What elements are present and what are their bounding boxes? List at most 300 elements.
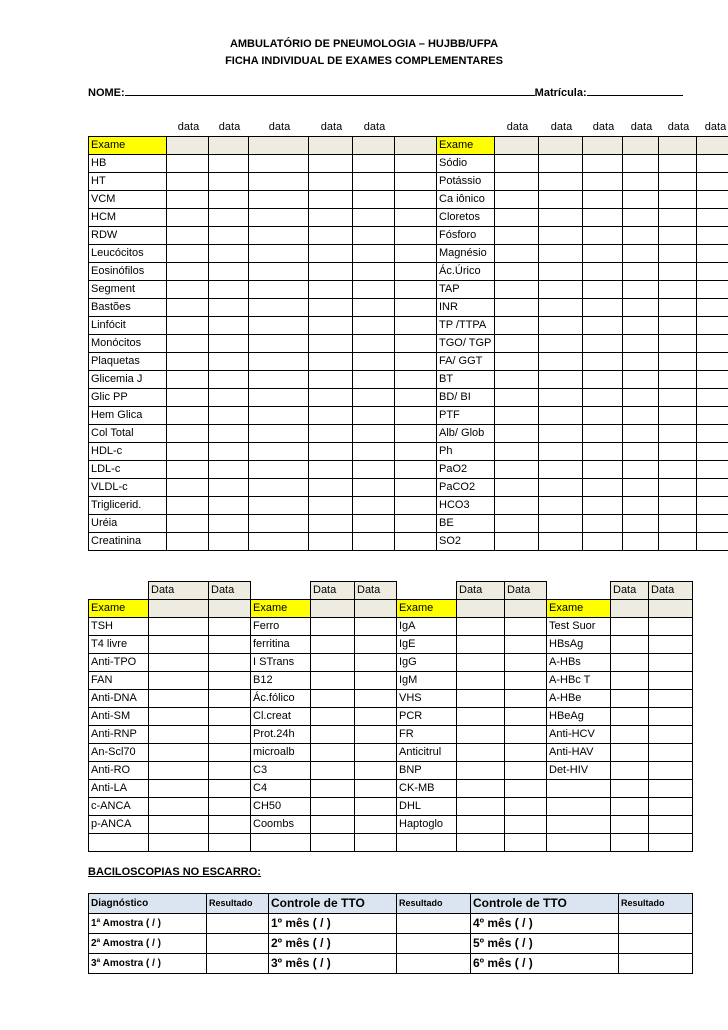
result-cell[interactable] <box>309 425 353 443</box>
result-cell[interactable] <box>207 934 269 954</box>
result-cell[interactable] <box>697 263 728 281</box>
result-cell[interactable] <box>309 227 353 245</box>
result-cell[interactable] <box>249 497 309 515</box>
result-cell[interactable] <box>209 155 249 173</box>
result-cell[interactable] <box>697 425 728 443</box>
result-cell[interactable] <box>659 227 697 245</box>
result-cell[interactable] <box>495 371 539 389</box>
result-cell[interactable] <box>209 533 249 551</box>
result-cell[interactable] <box>583 461 623 479</box>
result-cell[interactable] <box>457 726 505 744</box>
result-cell[interactable] <box>505 708 547 726</box>
result-cell[interactable] <box>539 191 583 209</box>
result-cell[interactable] <box>167 245 209 263</box>
result-cell[interactable] <box>539 479 583 497</box>
result-cell[interactable] <box>249 173 309 191</box>
result-cell[interactable] <box>583 425 623 443</box>
result-cell[interactable] <box>583 515 623 533</box>
result-cell[interactable] <box>395 353 437 371</box>
result-cell[interactable] <box>249 479 309 497</box>
result-cell[interactable] <box>167 389 209 407</box>
result-cell[interactable] <box>659 155 697 173</box>
result-cell[interactable] <box>149 798 209 816</box>
result-cell[interactable] <box>495 299 539 317</box>
result-cell[interactable] <box>309 299 353 317</box>
result-cell[interactable] <box>149 708 209 726</box>
result-cell[interactable] <box>395 209 437 227</box>
result-cell[interactable] <box>167 461 209 479</box>
result-cell[interactable] <box>167 533 209 551</box>
result-cell[interactable] <box>623 281 659 299</box>
result-cell[interactable] <box>495 263 539 281</box>
result-cell[interactable] <box>149 672 209 690</box>
result-cell[interactable] <box>623 515 659 533</box>
result-cell[interactable] <box>659 407 697 425</box>
result-cell[interactable] <box>649 618 693 636</box>
result-cell[interactable] <box>395 425 437 443</box>
result-cell[interactable] <box>355 618 397 636</box>
result-cell[interactable] <box>149 744 209 762</box>
result-cell[interactable] <box>583 155 623 173</box>
result-cell[interactable] <box>309 317 353 335</box>
result-cell[interactable] <box>395 281 437 299</box>
result-cell[interactable] <box>659 263 697 281</box>
result-cell[interactable] <box>249 515 309 533</box>
result-cell[interactable] <box>209 708 251 726</box>
result-cell[interactable] <box>611 744 649 762</box>
result-cell[interactable] <box>495 353 539 371</box>
result-cell[interactable] <box>495 497 539 515</box>
result-cell[interactable] <box>397 914 471 934</box>
result-cell[interactable] <box>353 299 395 317</box>
result-cell[interactable] <box>505 654 547 672</box>
result-cell[interactable] <box>209 636 251 654</box>
result-cell[interactable] <box>649 816 693 834</box>
result-cell[interactable] <box>539 173 583 191</box>
result-cell[interactable] <box>583 407 623 425</box>
result-cell[interactable] <box>495 461 539 479</box>
result-cell[interactable] <box>505 636 547 654</box>
result-cell[interactable] <box>623 155 659 173</box>
result-cell[interactable] <box>505 816 547 834</box>
result-cell[interactable] <box>623 353 659 371</box>
result-cell[interactable] <box>623 497 659 515</box>
result-cell[interactable] <box>167 299 209 317</box>
result-cell[interactable] <box>309 191 353 209</box>
result-cell[interactable] <box>495 317 539 335</box>
result-cell[interactable] <box>539 209 583 227</box>
result-cell[interactable] <box>623 173 659 191</box>
result-cell[interactable] <box>249 317 309 335</box>
result-cell[interactable] <box>623 227 659 245</box>
result-cell[interactable] <box>209 227 249 245</box>
result-cell[interactable] <box>167 227 209 245</box>
result-cell[interactable] <box>611 690 649 708</box>
result-cell[interactable] <box>611 726 649 744</box>
result-cell[interactable] <box>395 299 437 317</box>
result-cell[interactable] <box>209 209 249 227</box>
result-cell[interactable] <box>495 533 539 551</box>
result-cell[interactable] <box>209 317 249 335</box>
result-cell[interactable] <box>583 479 623 497</box>
result-cell[interactable] <box>539 533 583 551</box>
result-cell[interactable] <box>249 263 309 281</box>
result-cell[interactable] <box>539 443 583 461</box>
result-cell[interactable] <box>353 497 395 515</box>
result-cell[interactable] <box>309 173 353 191</box>
result-cell[interactable] <box>209 690 251 708</box>
result-cell[interactable] <box>505 690 547 708</box>
result-cell[interactable] <box>457 708 505 726</box>
result-cell[interactable] <box>505 762 547 780</box>
result-cell[interactable] <box>623 407 659 425</box>
result-cell[interactable] <box>167 353 209 371</box>
result-cell[interactable] <box>355 690 397 708</box>
result-cell[interactable] <box>249 407 309 425</box>
result-cell[interactable] <box>395 191 437 209</box>
result-cell[interactable] <box>249 245 309 263</box>
result-cell[interactable] <box>353 227 395 245</box>
result-cell[interactable] <box>649 654 693 672</box>
result-cell[interactable] <box>623 263 659 281</box>
result-cell[interactable] <box>395 263 437 281</box>
result-cell[interactable] <box>355 798 397 816</box>
result-cell[interactable] <box>697 173 728 191</box>
result-cell[interactable] <box>623 299 659 317</box>
result-cell[interactable] <box>207 954 269 974</box>
result-cell[interactable] <box>395 155 437 173</box>
result-cell[interactable] <box>355 672 397 690</box>
result-cell[interactable] <box>539 227 583 245</box>
result-cell[interactable] <box>353 533 395 551</box>
result-cell[interactable] <box>623 335 659 353</box>
result-cell[interactable] <box>249 227 309 245</box>
result-cell[interactable] <box>311 654 355 672</box>
result-cell[interactable] <box>397 934 471 954</box>
result-cell[interactable] <box>457 636 505 654</box>
result-cell[interactable] <box>309 335 353 353</box>
result-cell[interactable] <box>209 762 251 780</box>
result-cell[interactable] <box>249 299 309 317</box>
result-cell[interactable] <box>623 479 659 497</box>
result-cell[interactable] <box>539 263 583 281</box>
result-cell[interactable] <box>311 690 355 708</box>
result-cell[interactable] <box>495 389 539 407</box>
result-cell[interactable] <box>355 780 397 798</box>
result-cell[interactable] <box>583 353 623 371</box>
result-cell[interactable] <box>697 533 728 551</box>
result-cell[interactable] <box>457 618 505 636</box>
result-cell[interactable] <box>167 317 209 335</box>
result-cell[interactable] <box>623 461 659 479</box>
result-cell[interactable] <box>249 155 309 173</box>
result-cell[interactable] <box>149 816 209 834</box>
result-cell[interactable] <box>311 618 355 636</box>
result-cell[interactable] <box>395 479 437 497</box>
result-cell[interactable] <box>249 389 309 407</box>
result-cell[interactable] <box>209 299 249 317</box>
result-cell[interactable] <box>395 389 437 407</box>
result-cell[interactable] <box>583 389 623 407</box>
result-cell[interactable] <box>249 353 309 371</box>
result-cell[interactable] <box>249 335 309 353</box>
result-cell[interactable] <box>355 726 397 744</box>
result-cell[interactable] <box>659 389 697 407</box>
result-cell[interactable] <box>697 227 728 245</box>
result-cell[interactable] <box>505 726 547 744</box>
result-cell[interactable] <box>583 245 623 263</box>
result-cell[interactable] <box>353 353 395 371</box>
result-cell[interactable] <box>457 816 505 834</box>
result-cell[interactable] <box>309 209 353 227</box>
result-cell[interactable] <box>395 461 437 479</box>
result-cell[interactable] <box>623 317 659 335</box>
result-cell[interactable] <box>209 672 251 690</box>
result-cell[interactable] <box>209 798 251 816</box>
result-cell[interactable] <box>355 816 397 834</box>
result-cell[interactable] <box>209 407 249 425</box>
result-cell[interactable] <box>209 497 249 515</box>
result-cell[interactable] <box>209 654 251 672</box>
result-cell[interactable] <box>659 353 697 371</box>
result-cell[interactable] <box>249 191 309 209</box>
result-cell[interactable] <box>539 281 583 299</box>
result-cell[interactable] <box>697 479 728 497</box>
result-cell[interactable] <box>697 209 728 227</box>
result-cell[interactable] <box>353 245 395 263</box>
result-cell[interactable] <box>209 834 251 852</box>
result-cell[interactable] <box>353 173 395 191</box>
result-cell[interactable] <box>309 461 353 479</box>
result-cell[interactable] <box>353 263 395 281</box>
result-cell[interactable] <box>659 533 697 551</box>
result-cell[interactable] <box>209 479 249 497</box>
result-cell[interactable] <box>395 173 437 191</box>
result-cell[interactable] <box>311 780 355 798</box>
result-cell[interactable] <box>167 479 209 497</box>
result-cell[interactable] <box>311 762 355 780</box>
result-cell[interactable] <box>697 461 728 479</box>
result-cell[interactable] <box>249 443 309 461</box>
result-cell[interactable] <box>309 515 353 533</box>
result-cell[interactable] <box>611 762 649 780</box>
result-cell[interactable] <box>539 335 583 353</box>
result-cell[interactable] <box>353 479 395 497</box>
result-cell[interactable] <box>649 708 693 726</box>
result-cell[interactable] <box>697 407 728 425</box>
result-cell[interactable] <box>539 353 583 371</box>
result-cell[interactable] <box>619 954 693 974</box>
result-cell[interactable] <box>649 672 693 690</box>
result-cell[interactable] <box>353 209 395 227</box>
result-cell[interactable] <box>457 780 505 798</box>
result-cell[interactable] <box>649 690 693 708</box>
result-cell[interactable] <box>495 227 539 245</box>
result-cell[interactable] <box>167 155 209 173</box>
result-cell[interactable] <box>495 515 539 533</box>
result-cell[interactable] <box>457 762 505 780</box>
result-cell[interactable] <box>659 371 697 389</box>
result-cell[interactable] <box>167 371 209 389</box>
result-cell[interactable] <box>539 245 583 263</box>
result-cell[interactable] <box>495 335 539 353</box>
result-cell[interactable] <box>623 425 659 443</box>
result-cell[interactable] <box>149 726 209 744</box>
result-cell[interactable] <box>353 425 395 443</box>
result-cell[interactable] <box>495 155 539 173</box>
result-cell[interactable] <box>495 443 539 461</box>
result-cell[interactable] <box>649 834 693 852</box>
result-cell[interactable] <box>209 281 249 299</box>
result-cell[interactable] <box>395 497 437 515</box>
result-cell[interactable] <box>167 173 209 191</box>
result-cell[interactable] <box>495 281 539 299</box>
result-cell[interactable] <box>457 744 505 762</box>
result-cell[interactable] <box>697 299 728 317</box>
result-cell[interactable] <box>659 479 697 497</box>
result-cell[interactable] <box>209 263 249 281</box>
result-cell[interactable] <box>697 515 728 533</box>
result-cell[interactable] <box>209 425 249 443</box>
result-cell[interactable] <box>659 281 697 299</box>
result-cell[interactable] <box>395 443 437 461</box>
result-cell[interactable] <box>583 281 623 299</box>
result-cell[interactable] <box>309 443 353 461</box>
result-cell[interactable] <box>611 798 649 816</box>
result-cell[interactable] <box>353 155 395 173</box>
result-cell[interactable] <box>309 389 353 407</box>
result-cell[interactable] <box>539 317 583 335</box>
result-cell[interactable] <box>649 744 693 762</box>
result-cell[interactable] <box>309 263 353 281</box>
result-cell[interactable] <box>583 317 623 335</box>
result-cell[interactable] <box>697 245 728 263</box>
result-cell[interactable] <box>167 425 209 443</box>
result-cell[interactable] <box>311 708 355 726</box>
result-cell[interactable] <box>659 299 697 317</box>
result-cell[interactable] <box>311 798 355 816</box>
result-cell[interactable] <box>495 209 539 227</box>
result-cell[interactable] <box>697 335 728 353</box>
result-cell[interactable] <box>583 191 623 209</box>
result-cell[interactable] <box>583 299 623 317</box>
result-cell[interactable] <box>309 245 353 263</box>
result-cell[interactable] <box>309 533 353 551</box>
result-cell[interactable] <box>167 263 209 281</box>
result-cell[interactable] <box>583 209 623 227</box>
result-cell[interactable] <box>697 389 728 407</box>
result-cell[interactable] <box>583 497 623 515</box>
result-cell[interactable] <box>209 245 249 263</box>
result-cell[interactable] <box>539 515 583 533</box>
result-cell[interactable] <box>353 335 395 353</box>
result-cell[interactable] <box>311 636 355 654</box>
result-cell[interactable] <box>353 389 395 407</box>
result-cell[interactable] <box>209 726 251 744</box>
result-cell[interactable] <box>583 173 623 191</box>
result-cell[interactable] <box>209 618 251 636</box>
result-cell[interactable] <box>249 281 309 299</box>
result-cell[interactable] <box>659 497 697 515</box>
result-cell[interactable] <box>697 155 728 173</box>
result-cell[interactable] <box>611 636 649 654</box>
result-cell[interactable] <box>505 780 547 798</box>
result-cell[interactable] <box>167 407 209 425</box>
result-cell[interactable] <box>209 461 249 479</box>
result-cell[interactable] <box>167 515 209 533</box>
result-cell[interactable] <box>209 191 249 209</box>
result-cell[interactable] <box>249 461 309 479</box>
result-cell[interactable] <box>395 533 437 551</box>
result-cell[interactable] <box>495 191 539 209</box>
result-cell[interactable] <box>249 425 309 443</box>
result-cell[interactable] <box>623 191 659 209</box>
result-cell[interactable] <box>659 209 697 227</box>
result-cell[interactable] <box>697 443 728 461</box>
result-cell[interactable] <box>395 245 437 263</box>
result-cell[interactable] <box>495 407 539 425</box>
result-cell[interactable] <box>649 762 693 780</box>
result-cell[interactable] <box>697 191 728 209</box>
result-cell[interactable] <box>659 443 697 461</box>
result-cell[interactable] <box>209 389 249 407</box>
result-cell[interactable] <box>659 461 697 479</box>
result-cell[interactable] <box>649 780 693 798</box>
result-cell[interactable] <box>659 425 697 443</box>
result-cell[interactable] <box>167 443 209 461</box>
result-cell[interactable] <box>167 335 209 353</box>
result-cell[interactable] <box>583 533 623 551</box>
result-cell[interactable] <box>209 353 249 371</box>
result-cell[interactable] <box>311 744 355 762</box>
result-cell[interactable] <box>149 654 209 672</box>
result-cell[interactable] <box>659 335 697 353</box>
result-cell[interactable] <box>355 708 397 726</box>
result-cell[interactable] <box>309 479 353 497</box>
result-cell[interactable] <box>149 636 209 654</box>
result-cell[interactable] <box>355 744 397 762</box>
result-cell[interactable] <box>309 371 353 389</box>
result-cell[interactable] <box>353 191 395 209</box>
result-cell[interactable] <box>209 744 251 762</box>
result-cell[interactable] <box>167 191 209 209</box>
result-cell[interactable] <box>697 281 728 299</box>
result-cell[interactable] <box>583 443 623 461</box>
result-cell[interactable] <box>309 281 353 299</box>
result-cell[interactable] <box>623 209 659 227</box>
result-cell[interactable] <box>207 914 269 934</box>
result-cell[interactable] <box>495 479 539 497</box>
result-cell[interactable] <box>353 407 395 425</box>
result-cell[interactable] <box>697 497 728 515</box>
result-cell[interactable] <box>539 425 583 443</box>
result-cell[interactable] <box>659 173 697 191</box>
result-cell[interactable] <box>395 371 437 389</box>
result-cell[interactable] <box>505 834 547 852</box>
result-cell[interactable] <box>209 816 251 834</box>
result-cell[interactable] <box>697 371 728 389</box>
result-cell[interactable] <box>149 690 209 708</box>
matricula-field[interactable] <box>587 85 683 96</box>
result-cell[interactable] <box>659 191 697 209</box>
result-cell[interactable] <box>539 371 583 389</box>
result-cell[interactable] <box>309 353 353 371</box>
result-cell[interactable] <box>649 726 693 744</box>
result-cell[interactable] <box>311 726 355 744</box>
result-cell[interactable] <box>249 533 309 551</box>
result-cell[interactable] <box>353 443 395 461</box>
result-cell[interactable] <box>623 245 659 263</box>
